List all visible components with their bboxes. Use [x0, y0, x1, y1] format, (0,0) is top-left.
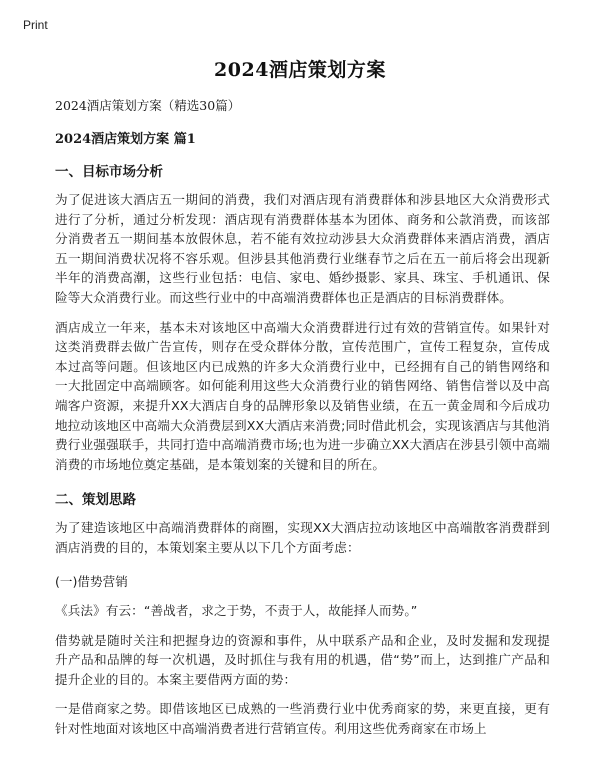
section-heading-planning-ideas: 二、策划思路 [55, 492, 136, 509]
sub-heading-momentum-marketing: (一)借势营销 [55, 573, 128, 589]
document-body [55, 97, 550, 739]
paragraph: 酒店成立一年来，基本未对该地区中高端大众消费群进行过有效的营销宣传。如果针对这类消费群去做广告宣传，则存在受众群体分散，宣传范围广，宣传工程复杂，宣传成本过高等问题。但该地区内已成熟的许多大众消费行业中，已经拥有自己的销售网络和一大批固定中高端顾客。如何能利用这些大众消费行业的销售网络、销售信誉以及中高端客户资源，来提升XX大酒店自身的品牌形象以及销售业绩，在五一黄金周和今后成功地拉动该地区中高端大众消费层到XX大酒店来消费;同时借此机会，实现该酒店与其他消费行业强强联手，共同打造中高端消费市场;也为进一步确立XX大酒店在涉县引领中高端消费的市场地位奠定基础，是本策划案的关键和目的所在。 [55, 319, 550, 472]
print-link[interactable]: Print [23, 18, 48, 32]
document-title: 2024酒店策划方案 [214, 59, 386, 81]
paragraph: 为了促进该大酒店五一期间的消费，我们对酒店现有消费群体和涉县地区大众消费形式进行了分析，通过分析发现：酒店现有消费群体基本为团体、商务和公款消费，而该部分消费者五一期间基本放假休息，若不能有效拉动涉县大众消费群体来酒店消费，酒店五一期间消费状况将不容乐观。但涉县其他消费行业继春节之后在五一前后将会出现新半年的消费高潮，这些行业包括：电信、家电、婚纱摄影、家具、珠宝、手机通讯、保险等大众消费行业。而这些行业中的中高端消费群体也正是酒店的目标消费群体。 [55, 192, 550, 305]
article-title: 2024酒店策划方案 篇1 [55, 132, 196, 147]
paragraph: 一是借商家之势。即借该地区已成熟的一些消费行业中优秀商家的势，来更直接，更有针对性地面对该地区中高端消费者进行营销宣传。利用这些优秀商家在市场上 [55, 701, 550, 737]
paragraph: 借势就是随时关注和把握身边的资源和事件，从中联系产品和企业，及时发掘和发现提升产品和品牌的每一次机遇，及时抓住与我有用的机遇，借“势”而上，达到推广产品和提升企业的目的。本案主要借两方面的势： [55, 632, 550, 687]
paragraph: 为了建造该地区中高端消费群体的商圈，实现XX大酒店拉动该地区中高端散客消费群到酒店消费的目的，本策划案主要从以下几个方面考虑： [55, 520, 550, 555]
document-subtitle: 2024酒店策划方案（精选30篇） [55, 98, 241, 113]
quote-paragraph: 《兵法》有云：“善战者，求之于势，不责于人，故能择人而势。” [55, 603, 418, 619]
section-heading-target-market: 一、目标市场分析 [55, 164, 163, 180]
